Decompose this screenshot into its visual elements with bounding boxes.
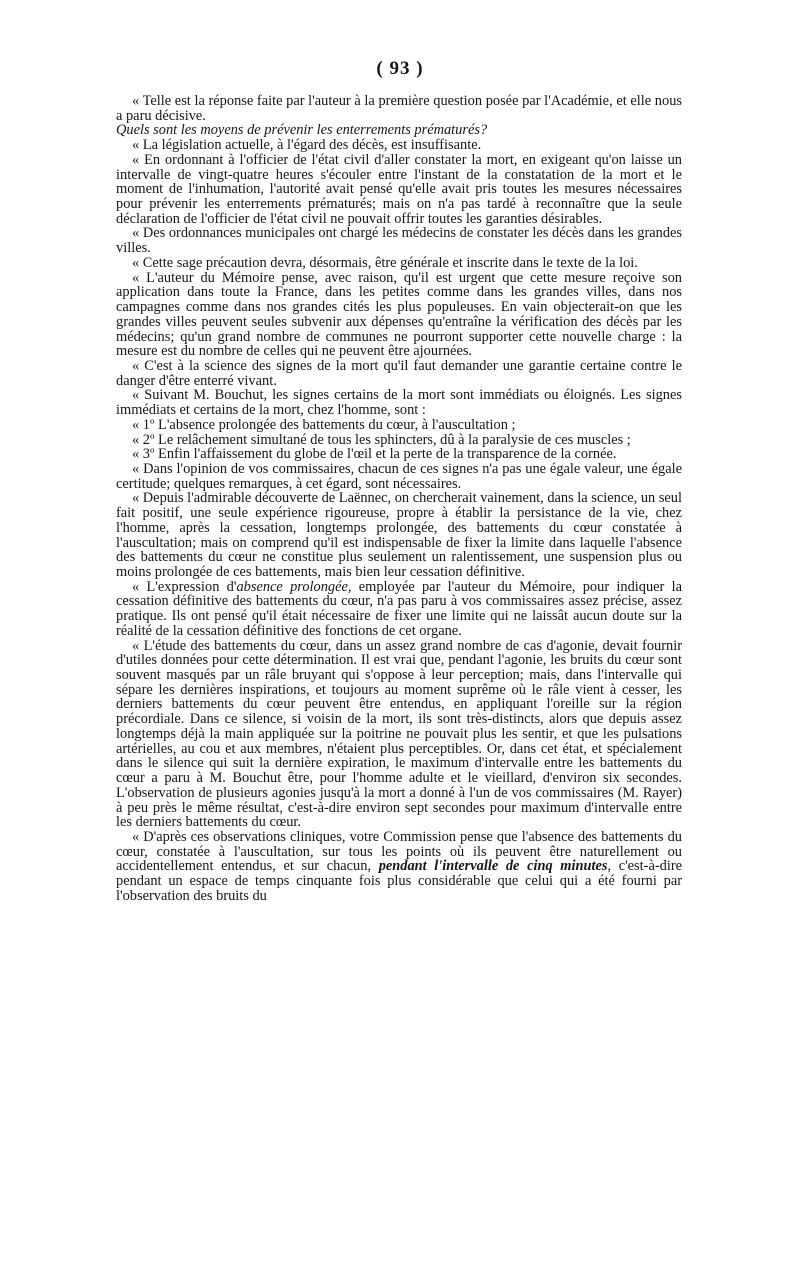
paragraph [116,830,682,904]
list-item: « 1º L'absence prolongée des battements du cœur, à l'auscultation ; [132,416,516,433]
paragraph: « Dans l'opinion de vos commissaires, chacun de ces signes n'a pas une égale valeur, une égale certitude; quelques remarques, à cet égard, sont nécessaires. [116,460,682,492]
paragraph: « Suivant M. Bouchut, les signes certains de la mort sont immédiats ou éloignés. Les signes immédiats et certains de la mort, chez l'homme, sont : [116,387,682,419]
paragraph: « C'est à la science des signes de la mort qu'il faut demander une garantie certaine contre le danger d'être enterré vivant. [116,357,682,389]
page-number: ( 93 ) [376,58,424,79]
paragraph [116,580,682,639]
body-text [116,94,682,904]
list-item: « 3º Enfin l'affaissement du globe de l'œil et la perte de la transparence de la cornée. [132,446,617,463]
section-question [116,123,682,138]
paragraph: « Des ordonnances municipales ont chargé les médecins de constater les décès dans les grandes villes. [116,225,682,257]
paragraph: « Cette sage précaution devra, désormais, être générale et inscrite dans le texte de la loi. [132,254,638,271]
paragraph: « Depuis l'admirable découverte de Laënnec, on chercherait vainement, dans la science, un seul fait positif, une seule expérience rigoureuse, propre à établir la persistance de la vie, chez l'homme, après la cessation, longtemps prolongée, des battements du cœur constatée à l'auscultation; mais on comprend qu'il est indispensable de fixer la limite dans laquelle l'absence des battements du cœur ne constitue plus seulement un ralentissement, une suspension plus ou moins prolongée de ces battements, mais bien leur cessation définitive. [116,490,682,580]
question-text: Quels sont les moyens de prévenir les enterrements prématurés? [116,122,488,139]
paragraph: « L'auteur du Mémoire pense, avec raison, qu'il est urgent que cette mesure reçoive son application dans toute la France, dans les petites comme dans les grandes villes, dans nos campagnes comme dans nos grandes cités les plus populeuses. En vain objecterait-on que les grandes villes peuvent seules subvenir aux dépenses qu'entraîne la vérification des décès par les médecins; qu'un grand nombre de communes ne pourront supporter cette nouvelle charge : la mesure est du nombre de celles qui ne peuvent être ajournées. [116,269,682,360]
paragraph: « La législation actuelle, à l'égard des décès, est insuffisante. [132,137,482,154]
paragraph: « L'étude des battements du cœur, dans un assez grand nombre de cas d'agonie, devait fournir d'utiles données pour cette détermination. Il est vrai que, pendant l'agonie, les bruits du cœur sont souvent masqués par un râle bruyant qui s'oppose à leur perception; mais, dans l'intervalle qui sépare les dernières inspirations, et toujours au moment suprême où le râle vient à cesser, les derniers battements du cœur peuvent être entendus, en appliquant l'oreille sur la région précordiale. Dans ce silence, si voisin de la mort, ils sont très-distincts, alors que depuis assez longtemps déjà la main appliquée sur la poitrine ne pouvait plus les sentir, et que les pulsations artérielles, au cou et aux membres, n'étaient plus perceptibles. Or, dans cet état, et spécialement dans le silence qui suit la dernière expiration, le maximum d'intervalle entre les battements du cœur a paru à M. Bouchut être, pour l'homme adulte et le vieillard, d'environ six secondes. L'observation de plusieurs agonies jusqu'à la mort a donné à l'un de vos commissaires (M. Rayer) à peu près le même résultat, c'est-à-dire environ sept secondes pour maximum d'intervalle entre les derniers battements du cœur. [116,637,682,831]
paragraph-rest: , employée par l'auteur du Mémoire, pour indiquer la cessation définitive des battements du cœur, n'a pas paru à vos commissaires assez précise, assez pratique. Ils ont pensé qu'il était nécessaire de fixer une limite qui ne laissât aucun doute sur la réalité de la cessation définitive des fonctions de cet organe. [116,578,683,639]
paragraph-start: « L'expression d' [132,578,237,595]
paragraph-rest: , c'est-à-dire pendant un espace de temps cinquante fois plus considérable que celui qui a été fourni par l'observation des bruits du [116,858,683,904]
emphasis-text: pendant l'intervalle de cinq minutes [378,858,608,875]
list-item: « 2º Le relâchement simultané de tous les sphincters, dû à la paralysie de ces muscles ; [132,431,631,448]
paragraph: « En ordonnant à l'officier de l'état civil d'aller constater la mort, en exigeant qu'on laisse un intervalle de vingt-quatre heures s'écouler entre l'instant de la constatation de la mort et le moment de l'inhumation, l'autorité avait pensé qu'elle avait pris toutes les mesures nécessaires pour prévenir les enterrements prématurés; mais on n'a pas tardé à reconnaître que la seule déclaration de l'officier de l'état civil ne pouvait offrir toutes les garanties désirables. [116,151,682,227]
emphasis-text: absence prolongée [236,578,348,595]
paragraph: « Telle est la réponse faite par l'auteur à la première question posée par l'Académie, et elle nous a paru décisive. [116,93,682,124]
paragraph-start: « D'après ces observations cliniques, votre Commission pense que l'absence des battements du cœur, constatée à l'auscultation, sur tous les points où ils peuvent être naturellement ou accidentellement entendus, et sur chacun, [116,828,682,875]
